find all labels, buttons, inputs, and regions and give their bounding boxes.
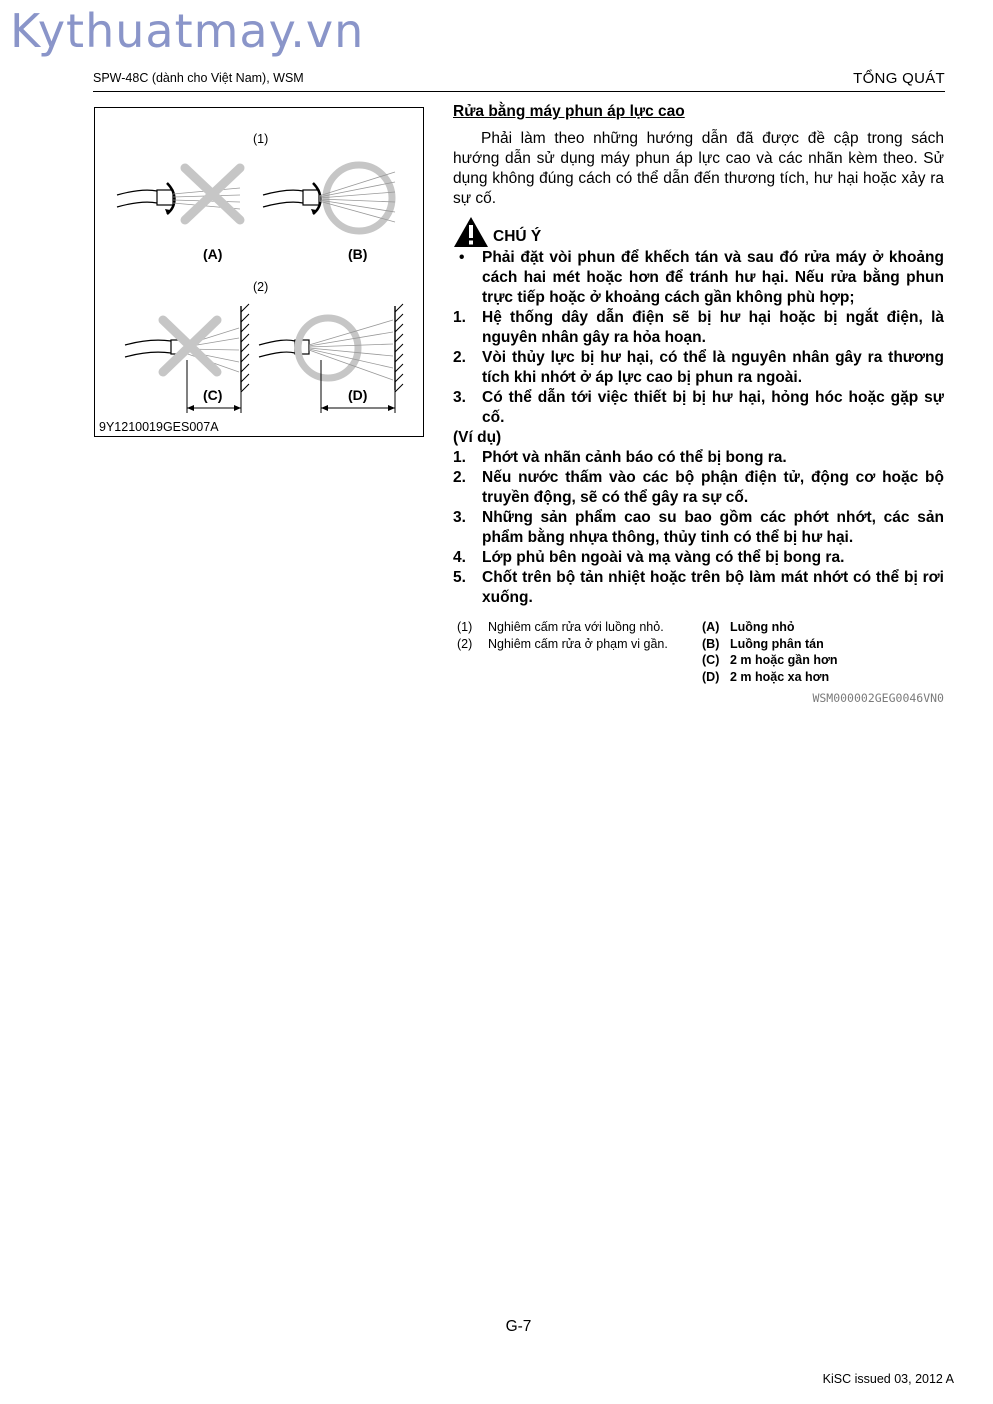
caution-label: CHÚ Ý: [493, 228, 542, 245]
example-item: 2. Nếu nước thấm vào các bộ phận điện tử, động cơ hoặc bộ truyền động, sẽ có thể gây ra sự cố.: [453, 469, 944, 506]
diagram-a-narrow-stream: [117, 168, 240, 262]
figure-group1-label: (1): [253, 132, 269, 146]
document-code: WSM000002GEG0046VN0: [812, 691, 944, 705]
washing-figure: [94, 107, 424, 437]
bullet-marker: •: [459, 249, 465, 266]
example-item: 5. Chốt trên bộ tản nhiệt hoặc trên bộ làm mát nhớt có thể bị rơi xuống.: [453, 569, 944, 606]
example-item: 4. Lớp phủ bên ngoài và mạ vàng có thể bị bong ra.: [453, 549, 845, 566]
diagram-b-wide-spray: [263, 165, 395, 262]
header-right: TỔNG QUÁT: [853, 70, 945, 87]
figure-group2-label: (2): [253, 280, 269, 294]
figure-label-c: (C): [203, 387, 223, 403]
diagram-d-far-range: [259, 304, 403, 413]
figure-label-a: (A): [203, 246, 223, 262]
header-left: SPW-48C (dành cho Việt Nam), WSM: [93, 71, 304, 85]
washing-illustration: [95, 108, 425, 438]
example-item: 1. Phớt và nhãn cảnh báo có thể bị bong ra.: [453, 449, 787, 466]
consequence-item: 2. Vòi thủy lực bị hư hại, có thể là nguyên nhân gây ra thương tích khi nhớt ở áp lực cao bị phun ra ngoài.: [453, 349, 944, 386]
caution-bullet: [453, 248, 944, 308]
example-label: (Ví dụ): [453, 429, 502, 446]
caution-body: [453, 248, 944, 608]
watermark: Kythuatmay.vn: [10, 4, 365, 58]
caution-heading: [453, 216, 944, 248]
example-item: 3. Những sản phẩm cao su bao gồm các phớt nhớt, các sản phẩm bằng nhựa thông, thủy tinh có thể bị hư hại.: [453, 509, 944, 546]
header-rule: [93, 91, 945, 92]
caution-bullet-text: Phải đặt vòi phun để khếch tán và sau đó rửa máy ở khoảng cách hai mét hoặc hơn để tránh hư hại. Nếu rửa bằng phun trực tiếp hoặc ở khoảng cách gần không phù hợp;: [482, 249, 944, 306]
page-number: G-7: [505, 1318, 532, 1335]
figure-code: 9Y1210019GES007A: [99, 420, 219, 434]
section-title: Rửa bằng máy phun áp lực cao: [453, 103, 685, 120]
footer-issue: KiSC issued 03, 2012 A: [822, 1372, 954, 1386]
intro-paragraph: Phải làm theo những hướng dẫn đã được đề cập trong sách hướng dẫn sử dụng máy phun áp lực cao và các nhãn kèm theo. Sử dụng không đúng cách có thể dẫn đến thương tích, hư hại hoặc xảy ra sự cố.: [453, 130, 944, 207]
figure-label-b: (B): [348, 246, 368, 262]
consequence-item: 1. Hệ thống dây dẫn điện sẽ bị hư hại hoặc bị ngắt điện, là nguyên nhân gây ra hỏa hoạn.: [453, 309, 944, 346]
diagram-c-close-range: [125, 304, 249, 413]
consequence-item: 3. Có thể dẫn tới việc thiết bị bị hư hại, hỏng hóc hoặc gặp sự cố.: [453, 389, 944, 426]
figure-label-d: (D): [348, 387, 368, 403]
warning-triangle-icon: [453, 216, 489, 248]
